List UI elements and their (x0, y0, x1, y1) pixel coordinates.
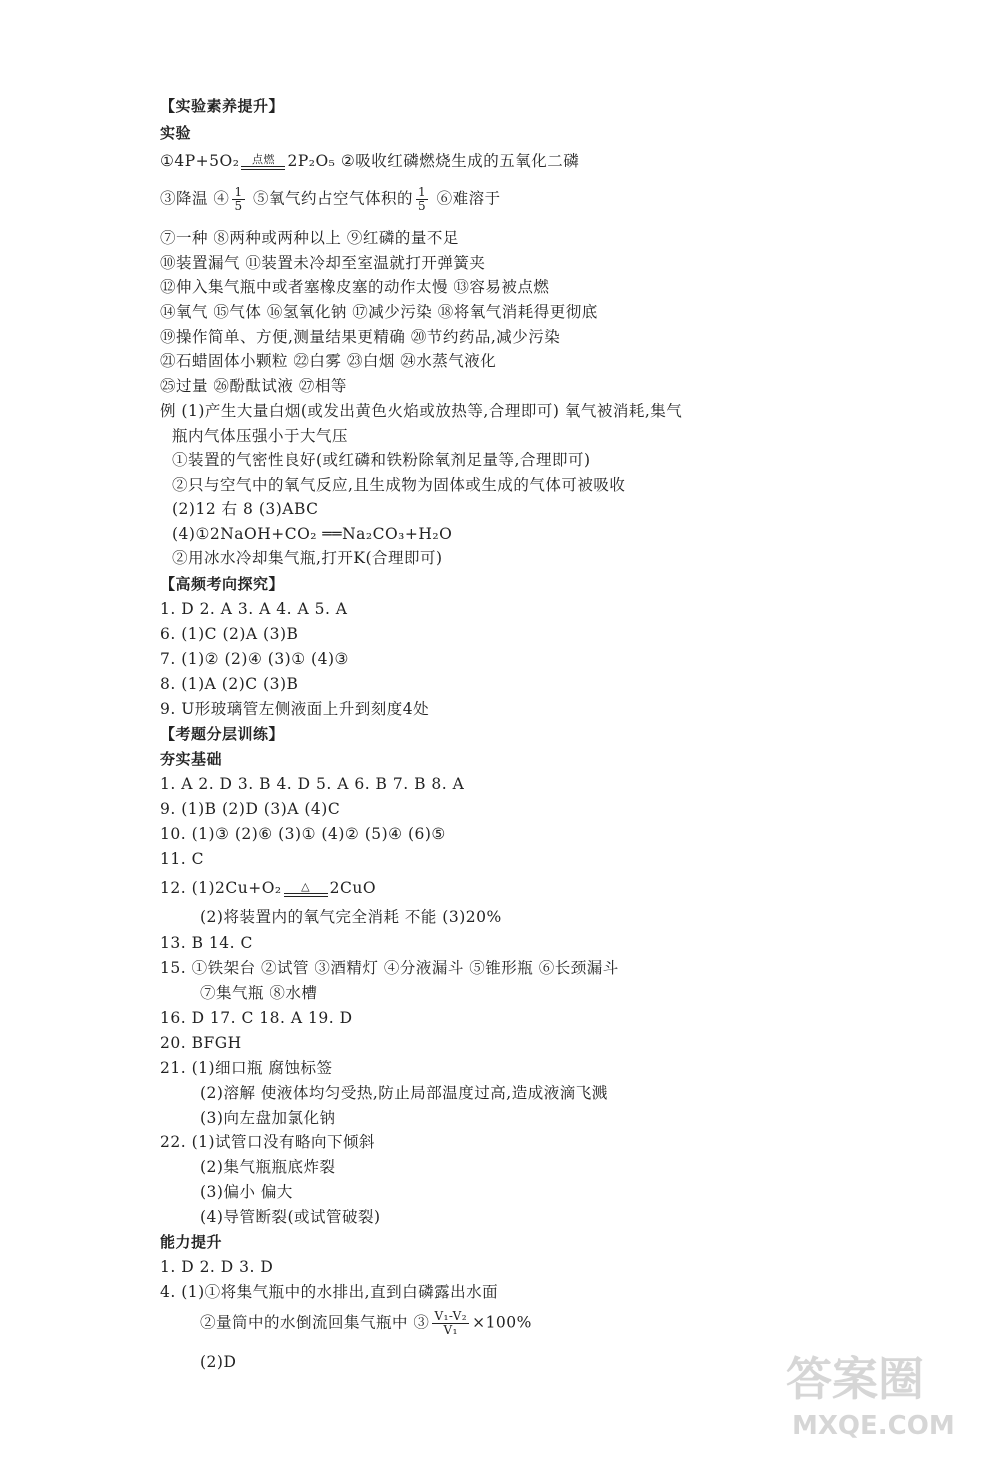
section-title-experiment-literacy: 【实验素养提升】 (160, 97, 285, 115)
answer-line: 16. D 17. C 18. A 19. D (160, 1009, 353, 1027)
answer-line: 15. ①铁架台 ②试管 ③酒精灯 ④分液漏斗 ⑤锥形瓶 ⑥长颈漏斗 (160, 959, 619, 977)
answer-line: 1. D 2. D 3. D (160, 1258, 274, 1276)
answer-line: 7. (1)② (2)④ (3)① (4)③ (160, 650, 349, 668)
answer-line: (2)集气瓶瓶底炸裂 (200, 1158, 336, 1176)
answer-line: (4)导管断裂(或试管破裂) (200, 1208, 381, 1226)
reaction-condition-arrow: 点燃 (241, 154, 285, 170)
fraction: $\frac{1}{5}$ (234, 185, 243, 213)
answer-line: ⑦一种 ⑧两种或两种以上 ⑨红磷的量不足 (160, 229, 459, 247)
section-title-high-frequency: 【高频考向探究】 (160, 575, 285, 593)
answer-line: (3)向左盘加氯化钠 (200, 1109, 336, 1127)
answer-line: ③降温 ④ $\frac{1}{5}$ ⑤氧气约占空气体积的 $\frac{1}{5}$ ⑥难溶于 (160, 185, 501, 213)
subsection-ability: 能力提升 (160, 1233, 223, 1251)
answer-line: 20. BFGH (160, 1034, 242, 1052)
answer-line: 9. (1)B (2)D (3)A (4)C (160, 800, 341, 818)
answer-line: 10. (1)③ (2)⑥ (3)① (4)② (5)④ (6)⑤ (160, 825, 446, 843)
example-line: (4)①2NaOH+CO₂ ══Na₂CO₃+H₂O (172, 525, 453, 543)
answer-line: 12. (1)2Cu+O₂ △ 2CuO (160, 879, 377, 897)
answer-line: 8. (1)A (2)C (3)B (160, 675, 299, 693)
answer-line: ⑭氧气 ⑮气体 ⑯氢氧化钠 ⑰减少污染 ⑱将氧气消耗得更彻底 (160, 303, 598, 321)
watermark-url: MXQE.COM (792, 1411, 955, 1441)
answer-line: 1. D 2. A 3. A 4. A 5. A (160, 600, 348, 618)
watermark-logo-text: 答案圈 (786, 1352, 924, 1406)
answer-line: ⑦集气瓶 ⑧水槽 (200, 984, 318, 1002)
answer-line: 6. (1)C (2)A (3)B (160, 625, 299, 643)
example-line: ②用冰水冷却集气瓶,打开K(合理即可) (172, 549, 443, 567)
fraction: $\frac{\text{V₁-V₂}}{\text{V₁}}$ (434, 1309, 468, 1337)
watermark (780, 1343, 970, 1453)
answer-line: ㉑石蜡固体小颗粒 ㉒白雾 ㉓白烟 ㉔水蒸气液化 (160, 352, 497, 370)
subsection-basic: 夯实基础 (160, 750, 223, 768)
answer-line: ①4P+5O₂ 点燃 2P₂O₅ ②吸收红磷燃烧生成的五氧化二磷 (160, 152, 580, 170)
answer-line: ⑫伸入集气瓶中或者塞橡皮塞的动作太慢 ⑬容易被点燃 (160, 278, 550, 296)
answer-line: 9. U形玻璃管左侧液面上升到刻度4处 (160, 700, 430, 718)
answer-line: (3)偏小 偏大 (200, 1183, 293, 1201)
answer-line: ⑲操作简单、方便,测量结果更精确 ⑳节约药品,减少污染 (160, 328, 561, 346)
answer-line: 21. (1)细口瓶 腐蚀标签 (160, 1059, 333, 1077)
example-line: (2)12 右 8 (3)ABC (172, 500, 319, 518)
answer-line: (2)将装置内的氧气完全消耗 不能 (3)20% (200, 908, 502, 926)
answer-line: ㉕过量 ㉖酚酞试液 ㉗相等 (160, 377, 347, 395)
example-line: ①装置的气密性良好(或红磷和铁粉除氧剂足量等,合理即可) (172, 451, 591, 469)
answer-line: 11. C (160, 850, 204, 868)
answer-line: ②量筒中的水倒流回集气瓶中 ③ $\frac{\text{V₁-V₂}}{\text{V₁}}$ ×100% (200, 1309, 532, 1337)
example-line: ②只与空气中的氧气反应,且生成物为固体或生成的气体可被吸收 (172, 476, 626, 494)
answer-line: 1. A 2. D 3. B 4. D 5. A 6. B 7. B 8. A (160, 775, 465, 793)
answer-line: 4. (1)①将集气瓶中的水排出,直到白磷露出水面 (160, 1283, 499, 1301)
answer-line: 13. B 14. C (160, 934, 253, 952)
fraction: $\frac{1}{5}$ (418, 185, 427, 213)
subsection-experiment: 实验 (160, 124, 192, 142)
example-line: 例 (1)产生大量白烟(或发出黄色火焰或放热等,合理即可) 氧气被消耗,集气 (160, 402, 683, 420)
example-line: 瓶内气体压强小于大气压 (172, 427, 349, 445)
heat-condition-arrow: △ (284, 881, 328, 897)
section-title-layered-training: 【考题分层训练】 (160, 725, 285, 743)
answer-line: ⑩装置漏气 ⑪装置未冷却至室温就打开弹簧夹 (160, 254, 486, 272)
answer-line: 22. (1)试管口没有略向下倾斜 (160, 1133, 376, 1151)
answer-line: (2)D (200, 1353, 237, 1371)
answer-line: (2)溶解 使液体均匀受热,防止局部温度过高,造成液滴飞溅 (200, 1084, 608, 1102)
